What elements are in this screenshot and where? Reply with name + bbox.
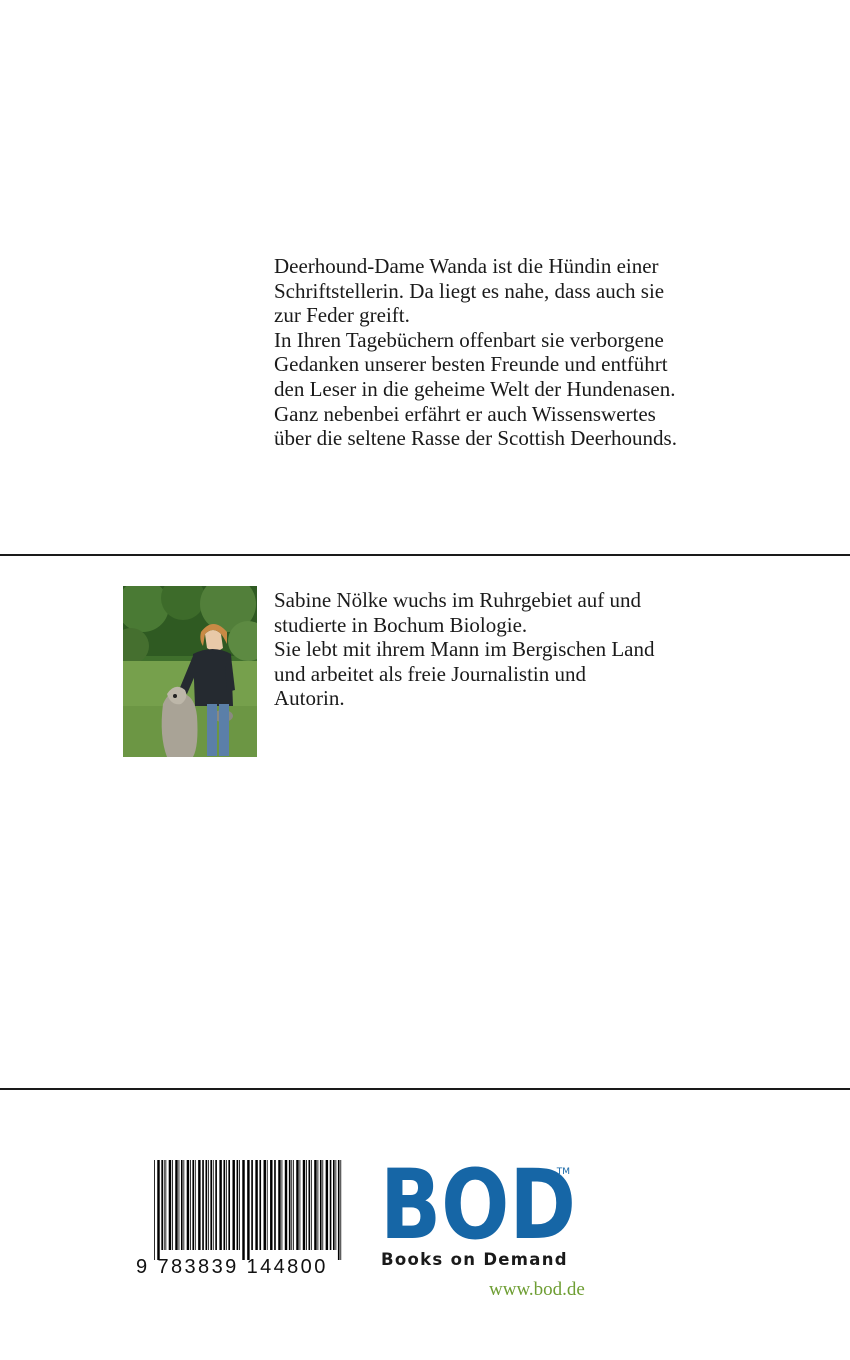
barcode-bar (282, 1160, 283, 1250)
barcode-bar (317, 1160, 318, 1250)
barcode-bars (154, 1160, 344, 1260)
barcode-bar (289, 1160, 291, 1250)
barcode-bar (300, 1160, 301, 1250)
barcode-bar (291, 1160, 292, 1250)
barcode-bar (164, 1160, 165, 1250)
barcode-bar (154, 1160, 155, 1260)
barcode-bar (322, 1160, 323, 1250)
barcode-bar (274, 1160, 276, 1250)
barcode-bar (303, 1160, 305, 1250)
barcode-bar (239, 1160, 240, 1250)
barcode-bar (192, 1160, 194, 1250)
barcode-bar (161, 1160, 163, 1250)
barcode-bar (215, 1160, 217, 1250)
barcode-bar (208, 1160, 209, 1250)
divider-top (0, 554, 850, 556)
author-photo-illustration (123, 586, 257, 757)
divider-bottom (0, 1088, 850, 1090)
bod-logo-text: BOD (380, 1162, 576, 1244)
isbn-barcode (136, 1160, 346, 1278)
barcode-bar (293, 1160, 294, 1250)
barcode-bar (226, 1160, 227, 1250)
author-photo (123, 586, 257, 757)
barcode-bar (285, 1160, 287, 1250)
blurb-line: In Ihren Tagebüchern offenbart sie verborgene (274, 327, 664, 352)
barcode-bar (179, 1160, 180, 1250)
bod-logo (380, 1162, 580, 1244)
barcode-bar (183, 1160, 184, 1250)
trademark-mark: TM (556, 1167, 570, 1177)
barcode-bar (206, 1160, 208, 1250)
barcode-bar (314, 1160, 316, 1250)
barcode-bar (247, 1160, 249, 1260)
barcode-bar (165, 1160, 166, 1250)
barcode-bar (181, 1160, 183, 1250)
barcode-bar (242, 1160, 244, 1260)
blurb-line: zur Feder greift. (274, 303, 410, 328)
barcode-bar (259, 1160, 261, 1250)
barcode-bar (210, 1160, 212, 1250)
barcode-bar (228, 1160, 230, 1250)
barcode-bar (270, 1160, 272, 1250)
bio-line: Sie lebt mit ihrem Mann im Bergischen Land (274, 637, 655, 662)
barcode-bar (278, 1160, 280, 1250)
barcode-bar (223, 1160, 225, 1250)
barcode-bar (169, 1160, 171, 1250)
barcode-bar (311, 1160, 312, 1250)
barcode-bar (338, 1160, 340, 1260)
bod-tagline: Books on Demand (381, 1250, 568, 1269)
bio-line: studierte in Bochum Biologie. (274, 612, 528, 637)
author-bio (274, 588, 714, 711)
bio-line: Autorin. (274, 686, 345, 711)
barcode-bar (296, 1160, 298, 1250)
publisher-url[interactable]: www.bod.de (489, 1279, 585, 1300)
barcode-bar (187, 1160, 189, 1250)
barcode-bar (232, 1160, 234, 1250)
barcode-bar (326, 1160, 328, 1250)
barcode-bar (308, 1160, 310, 1250)
barcode-bar (172, 1160, 173, 1250)
barcode-bar (333, 1160, 335, 1250)
barcode-bar (202, 1160, 204, 1250)
blurb-line: Ganz nebenbei erfährt er auch Wissenswertes (274, 401, 656, 426)
barcode-bar (195, 1160, 196, 1250)
blurb-line: über die seltene Rasse der Scottish Deerhounds. (274, 426, 677, 451)
barcode-bar (157, 1160, 159, 1260)
blurb-line: Gedanken unserer besten Freunde und entführt (274, 352, 668, 377)
barcode-bar (264, 1160, 266, 1250)
barcode-bar (251, 1160, 253, 1250)
barcode-bar (255, 1160, 257, 1250)
barcode-bar (190, 1160, 191, 1250)
barcode-bar (320, 1160, 322, 1250)
isbn-digits: 9 783839 144800 (136, 1256, 328, 1278)
bio-line: und arbeitet als freie Journalistin und (274, 661, 586, 686)
barcode-bar (340, 1160, 341, 1260)
bio-line: Sabine Nölke wuchs im Ruhrgebiet auf und (274, 588, 642, 612)
barcode-bar (175, 1160, 177, 1250)
barcode-bar (335, 1160, 336, 1250)
barcode-bar (219, 1160, 221, 1250)
barcode-bar (198, 1160, 200, 1250)
barcode-bar (306, 1160, 307, 1250)
barcode-bar (330, 1160, 332, 1250)
blurb-line: Deerhound-Dame Wanda ist die Hündin einer (274, 254, 659, 278)
blurb-line: den Leser in die geheime Welt der Hundenasen. (274, 376, 676, 401)
back-cover-blurb (274, 254, 714, 451)
barcode-bar (237, 1160, 239, 1250)
barcode-bar (267, 1160, 268, 1250)
blurb-line: Schriftstellerin. Da liegt es nahe, dass auch sie (274, 278, 665, 303)
barcode-bar (213, 1160, 214, 1250)
